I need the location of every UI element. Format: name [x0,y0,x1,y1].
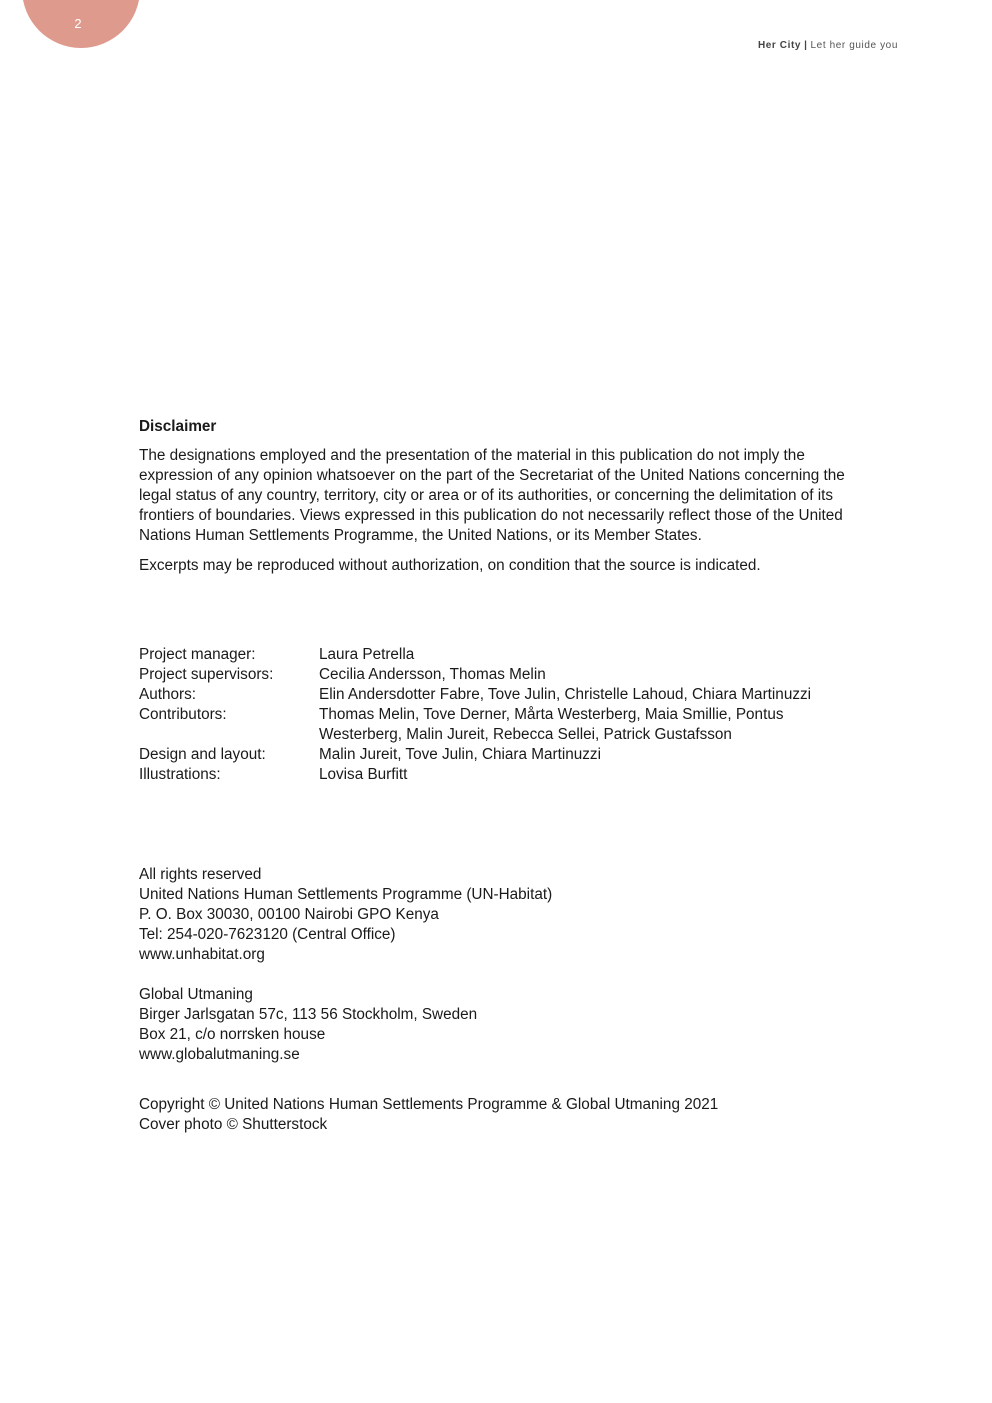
credit-role: Design and layout: [139,746,266,763]
copyright-block [139,1095,718,1135]
credit-row [139,745,851,765]
page-number: 2 [74,16,82,31]
global-utmaning-website: www.globalutmaning.se [139,1046,300,1063]
global-utmaning-address: Birger Jarlsgatan 57c, 113 56 Stockholm, Sweden [139,1006,478,1023]
disclaimer-paragraph: The designations employed and the presentation of the material in this publication do not imply the expression of any opinion whatsoever on the part of the Secretariat of the United Nations concerning the legal status of any country, territory, city or area or of its authorities, or concerning the delimitation of its frontiers of boundaries. Views expressed in this publication do not necessarily reflect those of the United Nations Human Settlements Programme, the United Nations, or its Member States. [139,447,845,544]
credit-role: Illustrations: [139,766,221,783]
credit-names: Lovisa Burfitt [319,766,408,783]
credit-role: Project supervisors: [139,666,274,683]
excerpts-paragraph: Excerpts may be reproduced without authorization, on condition that the source is indicated. [139,557,761,574]
unhabitat-website: www.unhabitat.org [139,946,265,963]
credit-row [139,765,851,785]
spacer [139,965,552,985]
address-block [139,865,552,1065]
credit-names: Thomas Melin, Tove Derner, Mårta Westerberg, Maia Smillie, Pontus Westerberg, Malin Jureit, Rebecca Sellei, Patrick Gustafsson [319,706,784,743]
disclaimer-heading: Disclaimer [139,418,217,435]
rights-reserved: All rights reserved [139,866,262,883]
unhabitat-phone: Tel: 254-020-7623120 (Central Office) [139,926,396,943]
credit-names: Elin Andersdotter Fabre, Tove Julin, Christelle Lahoud, Chiara Martinuzzi [319,686,812,703]
credit-role: Project manager: [139,646,256,663]
credit-row [139,665,851,685]
global-utmaning-name: Global Utmaning [139,986,253,1003]
header-brand: Her City [757,40,802,51]
credit-role: Contributors: [139,706,227,723]
header-separator: | [804,40,808,51]
unhabitat-address: P. O. Box 30030, 00100 Nairobi GPO Kenya [139,906,439,923]
cover-photo-credit: Cover photo © Shutterstock [139,1116,328,1133]
credit-names: Laura Petrella [319,646,415,663]
global-utmaning-box: Box 21, c/o norrsken house [139,1026,326,1043]
unhabitat-name: United Nations Human Settlements Programme (UN-Habitat) [139,886,553,903]
running-header [758,40,898,51]
credit-names: Malin Jureit, Tove Julin, Chiara Martinuzzi [319,746,601,763]
credit-row [139,685,851,705]
credits-list [139,645,851,785]
disclaimer-section [139,417,851,586]
copyright-line: Copyright © United Nations Human Settlements Programme & Global Utmaning 2021 [139,1096,719,1113]
header-tagline: Let her guide you [810,40,898,51]
credit-row [139,705,851,745]
credit-role: Authors: [139,686,196,703]
credit-names: Cecilia Andersson, Thomas Melin [319,666,546,683]
credit-row [139,645,851,665]
